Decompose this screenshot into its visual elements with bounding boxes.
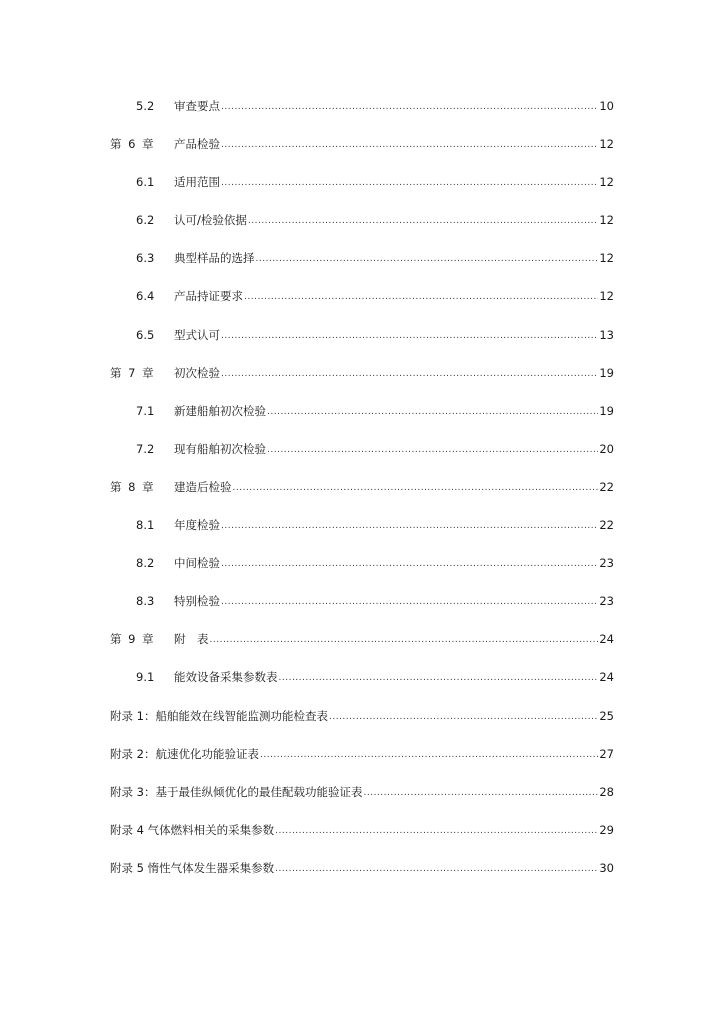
toc-entry-page-number: 19 [599,365,614,380]
toc-entry-number: 9.1 [136,670,155,685]
toc-entry-page-number: 24 [599,670,614,685]
toc-entry-number: 第 8 章 [110,479,156,494]
toc-entry-page-number: 12 [599,289,614,304]
toc-entry-title: 产品检验 [174,137,220,152]
toc-entry-page-number: 24 [599,632,614,647]
toc-entry-appendix[interactable] [110,820,614,858]
toc-entry-title: 附录 5 惰性气体发生器采集参数 [110,860,275,875]
toc-entry-page-number: 23 [599,594,614,609]
toc-entry-title: 建造后检验 [174,479,232,494]
dot-leader [275,820,598,840]
toc-entry-number: 6.5 [136,327,155,342]
toc-entry-page-number: 28 [599,784,614,799]
toc-entry-title: 中间检验 [174,556,220,571]
toc-entry-page-number: 13 [599,327,614,342]
toc-entry-section[interactable] [110,515,614,553]
toc-entry-title: 产品持证要求 [174,289,243,304]
toc-entry-number: 第 9 章 [110,632,156,647]
toc-entry-section[interactable] [110,667,614,705]
toc-entry-title: 典型样品的选择 [174,251,255,266]
dot-leader [221,96,598,116]
toc-entry-title: 认可/检验依据 [174,213,247,228]
toc-entry-title: 审查要点 [174,99,220,113]
dot-leader [260,744,598,764]
toc-entry-section[interactable] [110,553,614,591]
toc-entry-title: 附录 1：船舶能效在线智能监测功能检查表 [110,708,328,723]
toc-entry-number: 6.2 [136,213,155,228]
dot-leader [221,515,598,535]
dot-leader [210,629,599,649]
dot-leader [221,172,598,192]
toc-entry-appendix[interactable] [110,744,614,782]
toc-entry-number: 第 6 章 [110,137,156,152]
toc-entry-page-number: 20 [599,441,614,456]
toc-entry-appendix[interactable] [110,782,614,820]
toc-entry-section[interactable] [110,248,614,286]
table-of-contents [110,96,614,896]
toc-entry-section[interactable] [110,325,614,363]
toc-entry-section[interactable] [110,172,614,210]
dot-leader [221,553,598,573]
toc-entry-number: 5.2 [136,99,155,113]
toc-entry-title: 附录 4 气体燃料相关的采集参数 [110,822,275,837]
dot-leader [279,667,599,687]
toc-entry-number: 8.1 [136,518,155,533]
toc-entry-title: 能效设备采集参数表 [174,670,278,685]
dot-leader [244,286,598,306]
dot-leader [221,325,598,345]
dot-leader [267,439,598,459]
toc-entry-number: 7.2 [136,441,155,456]
toc-entry-title: 型式认可 [174,327,220,342]
dot-leader [256,248,599,268]
toc-entry-title: 初次检验 [174,365,220,380]
toc-entry-number: 第 7 章 [110,365,156,380]
toc-entry-title: 现有船舶初次检验 [174,441,266,456]
toc-entry-number: 6.4 [136,289,155,304]
toc-entry-page-number: 12 [599,251,614,266]
dot-leader [233,477,599,497]
toc-entry-page-number: 22 [599,518,614,533]
toc-entry-page-number: 30 [599,860,614,875]
toc-entry-section[interactable] [110,286,614,324]
dot-leader [329,706,598,726]
toc-entry-page-number: 12 [599,175,614,190]
toc-entry-page-number: 12 [599,137,614,152]
toc-entry-section[interactable] [110,401,614,439]
toc-entry-chapter[interactable] [110,134,614,172]
toc-entry-page-number: 12 [599,213,614,228]
toc-entry-section[interactable] [110,96,614,134]
toc-entry-page-number: 23 [599,556,614,571]
toc-entry-section[interactable] [110,439,614,477]
dot-leader [267,401,598,421]
toc-entry-chapter[interactable] [110,363,614,401]
dot-leader [275,858,598,878]
dot-leader [221,591,598,611]
toc-entry-appendix[interactable] [110,706,614,744]
toc-entry-title: 特别检验 [174,594,220,609]
toc-entry-appendix[interactable] [110,858,614,896]
dot-leader [221,363,598,383]
toc-entry-title: 新建船舶初次检验 [174,403,266,418]
toc-entry-title: 附 表 [174,632,209,647]
toc-entry-page-number: 10 [599,99,614,113]
toc-entry-title: 附录 3：基于最佳纵倾优化的最佳配载功能验证表 [110,784,363,799]
dot-leader [248,210,598,230]
toc-entry-chapter[interactable] [110,629,614,667]
toc-entry-number: 6.3 [136,251,155,266]
toc-entry-number: 7.1 [136,403,155,418]
toc-entry-title: 附录 2：航速优化功能验证表 [110,746,259,761]
toc-entry-number: 8.2 [136,556,155,571]
toc-entry-page-number: 25 [599,708,614,723]
toc-entry-page-number: 22 [599,479,614,494]
dot-leader [221,134,598,154]
toc-entry-title: 适用范围 [174,175,220,190]
toc-entry-section[interactable] [110,591,614,629]
toc-entry-section[interactable] [110,210,614,248]
toc-entry-page-number: 27 [599,746,614,761]
toc-entry-page-number: 19 [599,403,614,418]
toc-entry-number: 8.3 [136,594,155,609]
toc-entry-chapter[interactable] [110,477,614,515]
dot-leader [363,782,598,802]
toc-entry-title: 年度检验 [174,518,220,533]
toc-entry-page-number: 29 [599,822,614,837]
toc-entry-number: 6.1 [136,175,155,190]
